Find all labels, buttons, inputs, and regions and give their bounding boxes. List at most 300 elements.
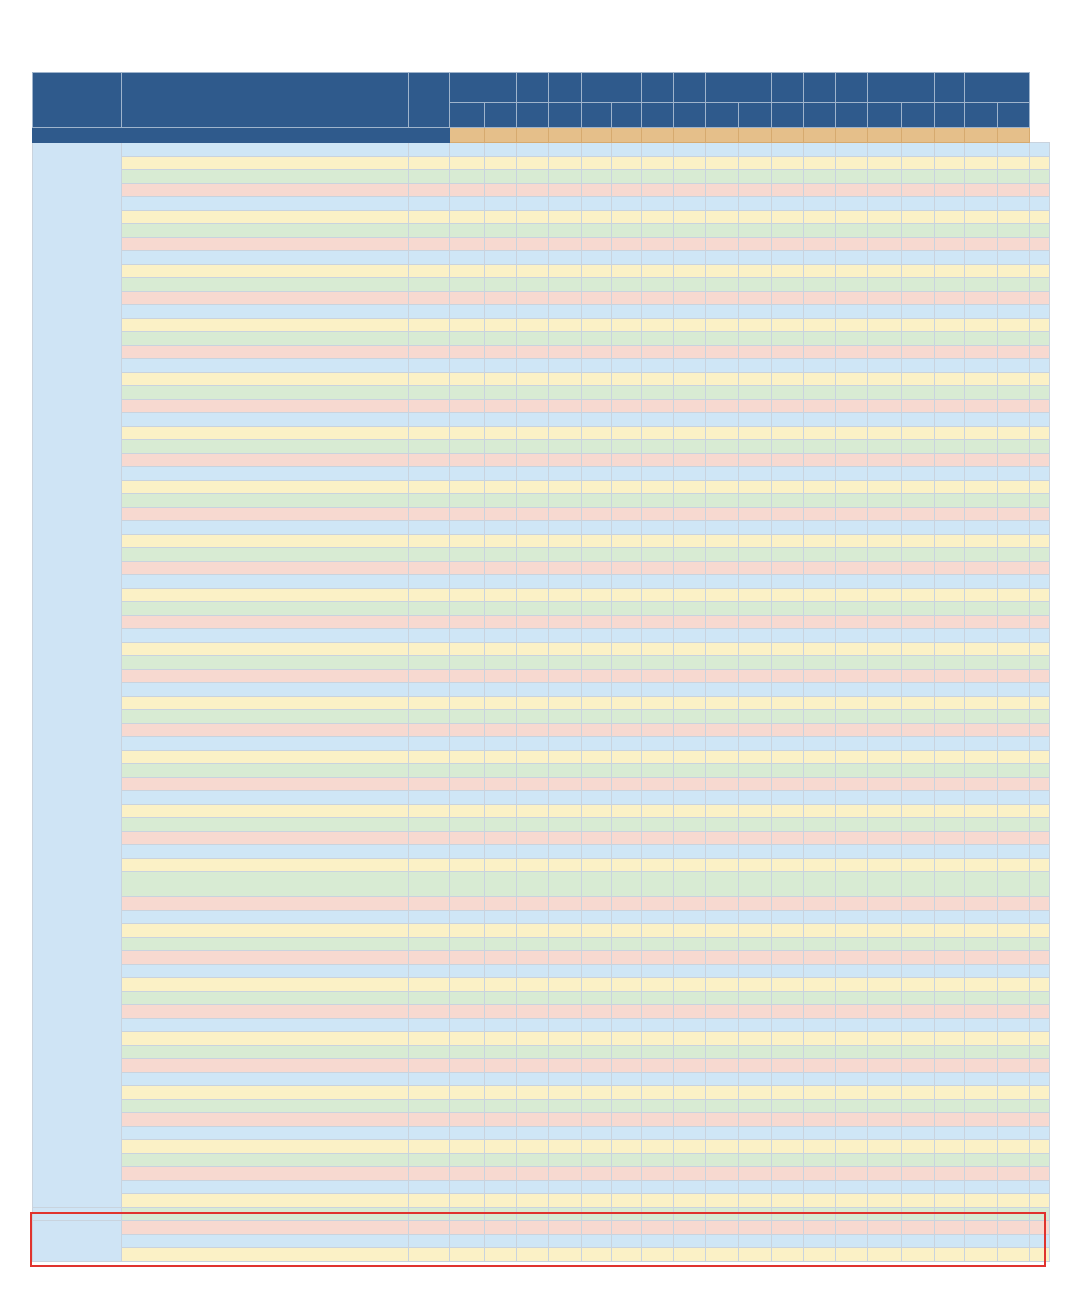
quota-cell [836, 710, 868, 724]
quota-cell [485, 1032, 517, 1046]
major-name [122, 615, 409, 629]
quota-cell [965, 399, 998, 413]
quota-cell [804, 924, 836, 938]
table-row [33, 305, 1050, 319]
quota-cell [772, 845, 804, 859]
table-row [33, 143, 1050, 157]
table-row [33, 964, 1050, 978]
quota-cell [935, 237, 965, 251]
quota-cell [739, 897, 772, 911]
quota-cell [674, 494, 706, 508]
quota-cell [450, 534, 485, 548]
province-header [804, 73, 836, 103]
quota-cell [902, 521, 935, 535]
quota-cell [549, 897, 582, 911]
quota-cell [772, 1180, 804, 1194]
quota-cell [836, 386, 868, 400]
table-row [33, 764, 1050, 778]
quota-cell [739, 345, 772, 359]
table-row [33, 386, 1050, 400]
quota-cell [612, 372, 642, 386]
quota-cell [674, 1005, 706, 1019]
table-row [33, 991, 1050, 1005]
quota-cell [935, 683, 965, 697]
subtotal-cell [485, 128, 517, 143]
duration-cell [409, 588, 450, 602]
quota-cell [612, 924, 642, 938]
quota-cell [804, 1194, 836, 1208]
quota-cell [965, 831, 998, 845]
quota-cell [804, 629, 836, 643]
quota-cell [485, 1086, 517, 1100]
quota-cell [739, 964, 772, 978]
quota-cell [804, 183, 836, 197]
quota-cell [804, 210, 836, 224]
quota-cell [517, 291, 549, 305]
quota-cell [642, 602, 674, 616]
quota-cell [836, 991, 868, 1005]
quota-cell [998, 588, 1030, 602]
quota-cell [739, 386, 772, 400]
quota-cell [902, 858, 935, 872]
duration-cell [409, 615, 450, 629]
major-name [122, 791, 409, 805]
quota-cell [836, 924, 868, 938]
quota-cell [935, 696, 965, 710]
quota-cell [804, 656, 836, 670]
quota-cell [739, 858, 772, 872]
quota-cell [998, 831, 1030, 845]
quota-cell [772, 318, 804, 332]
quota-cell [450, 1018, 485, 1032]
quota-cell [902, 480, 935, 494]
major-name [122, 548, 409, 562]
quota-cell [998, 318, 1030, 332]
subject-header [902, 103, 935, 128]
quota-cell [772, 1018, 804, 1032]
quota-cell [706, 278, 739, 292]
quota-cell [674, 1194, 706, 1208]
quota-cell [674, 937, 706, 951]
duration-cell [409, 440, 450, 454]
quota-cell [868, 386, 902, 400]
quota-cell [772, 858, 804, 872]
quota-cell [706, 777, 739, 791]
major-name [122, 251, 409, 265]
quota-cell [582, 305, 612, 319]
table-row [33, 669, 1050, 683]
quota-cell [612, 1248, 642, 1262]
quota-cell [935, 291, 965, 305]
duration-cell [409, 669, 450, 683]
duration-cell [409, 413, 450, 427]
quota-cell [965, 426, 998, 440]
quota-cell [706, 656, 739, 670]
major-name [122, 224, 409, 238]
duration-cell [409, 696, 450, 710]
quota-cell [836, 494, 868, 508]
quota-cell [836, 951, 868, 965]
quota-cell [485, 278, 517, 292]
quota-cell [965, 858, 998, 872]
quota-cell [706, 710, 739, 724]
quota-cell [582, 872, 612, 897]
quota-cell [642, 1221, 674, 1235]
quota-cell [517, 521, 549, 535]
quota-cell [739, 480, 772, 494]
quota-cell [706, 937, 739, 951]
quota-cell [804, 264, 836, 278]
quota-cell [706, 1072, 739, 1086]
quota-cell [612, 251, 642, 265]
quota-cell [1030, 723, 1050, 737]
quota-cell [612, 480, 642, 494]
quota-cell [836, 1221, 868, 1235]
quota-cell [612, 345, 642, 359]
quota-cell [642, 359, 674, 373]
quota-cell [612, 426, 642, 440]
quota-cell [804, 710, 836, 724]
quota-cell [965, 332, 998, 346]
quota-cell [998, 1032, 1030, 1046]
category-cell [33, 1221, 122, 1262]
quota-cell [582, 426, 612, 440]
quota-cell [582, 831, 612, 845]
quota-cell [450, 413, 485, 427]
quota-cell [674, 197, 706, 211]
duration-cell [409, 291, 450, 305]
quota-cell [998, 278, 1030, 292]
quota-cell [517, 710, 549, 724]
quota-cell [804, 372, 836, 386]
quota-cell [902, 588, 935, 602]
quota-cell [517, 937, 549, 951]
quota-cell [902, 1018, 935, 1032]
quota-cell [612, 696, 642, 710]
table-row [33, 831, 1050, 845]
quota-cell [935, 1221, 965, 1235]
quota-cell [582, 978, 612, 992]
quota-cell [868, 1059, 902, 1073]
duration-cell [409, 845, 450, 859]
quota-cell [868, 951, 902, 965]
quota-cell [998, 615, 1030, 629]
quota-cell [642, 1032, 674, 1046]
quota-cell [549, 143, 582, 157]
quota-cell [1030, 951, 1050, 965]
subject-header [517, 103, 549, 128]
quota-cell [902, 723, 935, 737]
quota-cell [706, 723, 739, 737]
quota-cell [517, 156, 549, 170]
major-name [122, 1086, 409, 1100]
quota-cell [450, 224, 485, 238]
duration-cell [409, 1113, 450, 1127]
quota-cell [549, 170, 582, 184]
quota-cell [612, 951, 642, 965]
quota-cell [998, 737, 1030, 751]
quota-cell [1030, 696, 1050, 710]
quota-cell [642, 386, 674, 400]
quota-cell [902, 561, 935, 575]
subject-header [836, 103, 868, 128]
quota-cell [739, 951, 772, 965]
quota-cell [582, 1194, 612, 1208]
quota-cell [868, 278, 902, 292]
quota-cell [998, 575, 1030, 589]
quota-cell [902, 1005, 935, 1019]
quota-cell [582, 764, 612, 778]
quota-cell [485, 521, 517, 535]
quota-cell [485, 723, 517, 737]
quota-cell [902, 764, 935, 778]
quota-cell [706, 791, 739, 805]
quota-cell [450, 683, 485, 697]
quota-cell [998, 1113, 1030, 1127]
quota-cell [517, 831, 549, 845]
quota-cell [935, 937, 965, 951]
quota-cell [739, 1099, 772, 1113]
quota-cell [935, 1005, 965, 1019]
quota-cell [836, 897, 868, 911]
quota-cell [836, 964, 868, 978]
quota-cell [772, 183, 804, 197]
quota-cell [868, 170, 902, 184]
quota-cell [998, 991, 1030, 1005]
quota-cell [902, 494, 935, 508]
quota-cell [450, 1059, 485, 1073]
quota-cell [450, 991, 485, 1005]
quota-cell [517, 318, 549, 332]
quota-cell [485, 399, 517, 413]
quota-cell [902, 696, 935, 710]
quota-cell [739, 1045, 772, 1059]
quota-cell [965, 602, 998, 616]
quota-cell [642, 818, 674, 832]
quota-cell [965, 1167, 998, 1181]
quota-cell [804, 845, 836, 859]
table-row [33, 1005, 1050, 1019]
quota-cell [1030, 964, 1050, 978]
major-name [122, 494, 409, 508]
quota-cell [935, 1045, 965, 1059]
quota-cell [485, 210, 517, 224]
quota-cell [965, 1221, 998, 1235]
duration-cell [409, 575, 450, 589]
quota-cell [485, 1140, 517, 1154]
quota-cell [935, 1153, 965, 1167]
quota-cell [836, 845, 868, 859]
quota-cell [485, 924, 517, 938]
quota-cell [998, 440, 1030, 454]
quota-cell [549, 1234, 582, 1248]
quota-cell [804, 897, 836, 911]
quota-cell [804, 507, 836, 521]
quota-cell [450, 332, 485, 346]
quota-cell [517, 548, 549, 562]
quota-cell [517, 1099, 549, 1113]
duration-cell [409, 237, 450, 251]
major-name [122, 750, 409, 764]
quota-cell [998, 978, 1030, 992]
quota-cell [902, 1113, 935, 1127]
quota-cell [450, 561, 485, 575]
quota-cell [868, 1140, 902, 1154]
table-row [33, 858, 1050, 872]
quota-cell [612, 831, 642, 845]
duration-cell [409, 1086, 450, 1100]
major-name [122, 332, 409, 346]
quota-cell [804, 318, 836, 332]
table-row [33, 264, 1050, 278]
quota-cell [739, 548, 772, 562]
quota-cell [549, 656, 582, 670]
quota-cell [868, 237, 902, 251]
quota-cell [868, 426, 902, 440]
quota-cell [1030, 575, 1050, 589]
major-name [122, 1018, 409, 1032]
quota-cell [739, 467, 772, 481]
quota-cell [998, 696, 1030, 710]
quota-cell [612, 1180, 642, 1194]
quota-cell [549, 723, 582, 737]
quota-cell [772, 750, 804, 764]
quota-cell [706, 1153, 739, 1167]
duration-cell [409, 1180, 450, 1194]
quota-cell [612, 845, 642, 859]
quota-cell [804, 937, 836, 951]
quota-cell [549, 440, 582, 454]
quota-cell [772, 494, 804, 508]
quota-cell [804, 1126, 836, 1140]
quota-cell [965, 937, 998, 951]
table-row [33, 237, 1050, 251]
quota-cell [998, 1072, 1030, 1086]
quota-cell [902, 534, 935, 548]
quota-cell [739, 642, 772, 656]
quota-cell [612, 683, 642, 697]
quota-cell [517, 413, 549, 427]
quota-cell [612, 858, 642, 872]
quota-cell [836, 183, 868, 197]
quota-cell [965, 156, 998, 170]
quota-cell [935, 372, 965, 386]
quota-cell [772, 777, 804, 791]
quota-cell [642, 937, 674, 951]
quota-cell [582, 1140, 612, 1154]
quota-cell [642, 1126, 674, 1140]
quota-cell [642, 951, 674, 965]
quota-cell [549, 683, 582, 697]
quota-cell [485, 1126, 517, 1140]
table-row [33, 656, 1050, 670]
province-header [450, 73, 517, 103]
quota-cell [772, 964, 804, 978]
quota-cell [517, 1207, 549, 1221]
quota-cell [642, 467, 674, 481]
major-name [122, 534, 409, 548]
quota-cell [450, 156, 485, 170]
quota-cell [965, 764, 998, 778]
quota-cell [804, 143, 836, 157]
quota-cell [485, 764, 517, 778]
major-name [122, 1126, 409, 1140]
quota-cell [642, 548, 674, 562]
quota-cell [998, 669, 1030, 683]
quota-cell [674, 426, 706, 440]
quota-cell [517, 305, 549, 319]
quota-cell [772, 426, 804, 440]
quota-cell [549, 318, 582, 332]
quota-cell [804, 683, 836, 697]
quota-cell [674, 291, 706, 305]
quota-cell [612, 305, 642, 319]
quota-cell [485, 629, 517, 643]
table-row [33, 345, 1050, 359]
quota-cell [739, 237, 772, 251]
quota-cell [485, 467, 517, 481]
quota-cell [998, 467, 1030, 481]
table-row [33, 1045, 1050, 1059]
quota-cell [517, 237, 549, 251]
quota-cell [965, 345, 998, 359]
quota-cell [612, 750, 642, 764]
quota-cell [450, 143, 485, 157]
quota-cell [517, 588, 549, 602]
quota-cell [965, 964, 998, 978]
quota-cell [582, 156, 612, 170]
quota-cell [772, 991, 804, 1005]
quota-cell [935, 1234, 965, 1248]
quota-cell [804, 669, 836, 683]
quota-cell [674, 399, 706, 413]
quota-cell [549, 910, 582, 924]
quota-cell [612, 1113, 642, 1127]
quota-cell [998, 548, 1030, 562]
quota-cell [935, 453, 965, 467]
quota-cell [674, 764, 706, 778]
quota-cell [485, 964, 517, 978]
quota-cell [902, 156, 935, 170]
quota-cell [965, 237, 998, 251]
quota-cell [935, 629, 965, 643]
quota-cell [612, 602, 642, 616]
quota-cell [965, 845, 998, 859]
quota-cell [582, 696, 612, 710]
table-row [33, 291, 1050, 305]
quota-cell [642, 791, 674, 805]
quota-cell [772, 818, 804, 832]
quota-cell [642, 764, 674, 778]
duration-cell [409, 1099, 450, 1113]
quota-cell [549, 804, 582, 818]
quota-cell [485, 669, 517, 683]
quota-cell [582, 818, 612, 832]
quota-cell [902, 897, 935, 911]
quota-cell [582, 1153, 612, 1167]
quota-cell [517, 440, 549, 454]
quota-cell [965, 615, 998, 629]
quota-cell [965, 978, 998, 992]
quota-cell [485, 413, 517, 427]
quota-cell [772, 1045, 804, 1059]
quota-cell [998, 210, 1030, 224]
quota-cell [485, 818, 517, 832]
quota-cell [450, 1234, 485, 1248]
quota-cell [965, 696, 998, 710]
quota-cell [612, 1194, 642, 1208]
quota-cell [450, 1113, 485, 1127]
